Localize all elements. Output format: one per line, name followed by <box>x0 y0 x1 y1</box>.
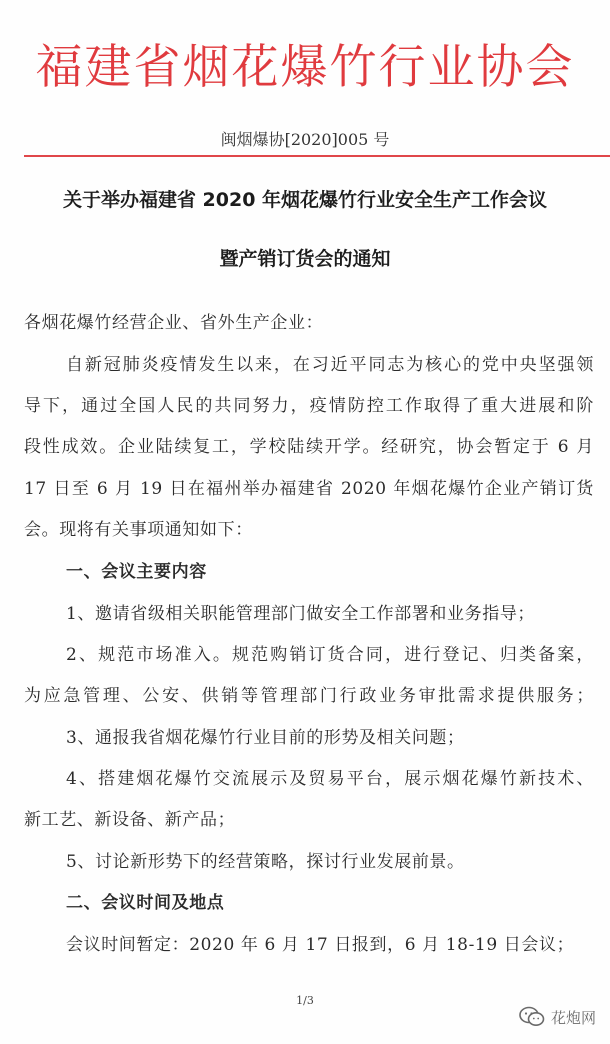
list-item: 4、搭建烟花爆竹交流展示及贸易平台，展示烟花爆竹新技术、 <box>66 769 594 789</box>
section-heading-2: 二、会议时间及地点 <box>66 893 225 913</box>
paragraph-line: 会。现将有关事项通知如下： <box>24 520 253 540</box>
document-number: 闽烟爆协[2020]005 号 <box>220 130 390 149</box>
red-divider <box>24 155 610 157</box>
paragraph-line: 自新冠肺炎疫情发生以来，在习近平同志为核心的党中央坚强领 <box>66 355 594 375</box>
source-watermark <box>519 1004 596 1030</box>
list-item-continuation: 为应急管理、公安、供销等管理部门行政业务审批需求提供服务； <box>24 686 594 706</box>
list-item-continuation: 新工艺、新设备、新产品； <box>24 810 236 830</box>
paragraph-line: 17 日至 6 月 19 日在福州举办福建省 2020 年烟花爆竹企业产销订货 <box>24 479 594 499</box>
wechat-icon <box>519 1006 545 1028</box>
paragraph-line: 导下，通过全国人民的共同努力，疫情防控工作取得了重大进展和阶 <box>24 396 594 416</box>
notice-title-line-2: 暨产销订货会的通知 <box>219 248 391 270</box>
paragraph-line: 会议时间暂定：2020 年 6 月 17 日报到，6 月 18-19 日会议； <box>66 935 575 955</box>
watermark-text: 花炮网 <box>550 1008 596 1027</box>
list-item: 2、规范市场准入。规范购销订货合同，进行登记、归类备案， <box>66 645 594 665</box>
list-item: 3、通报我省烟花爆竹行业目前的形势及相关问题； <box>66 728 465 748</box>
list-item: 1、邀请省级相关职能管理部门做安全工作部署和业务指导； <box>66 604 536 624</box>
list-item: 5、讨论新形势下的经营策略，探讨行业发展前景。 <box>66 852 465 872</box>
section-heading-1: 一、会议主要内容 <box>66 562 207 582</box>
notice-title-line-1: 关于举办福建省 2020 年烟花爆竹行业安全生产工作会议 <box>62 189 548 211</box>
paragraph-line: 段性成效。企业陆续复工，学校陆续开学。经研究，协会暂定于 6 月 <box>24 437 594 457</box>
organization-title: 福建省烟花爆竹行业协会 <box>35 40 575 95</box>
page-number: 1/3 <box>296 994 314 1007</box>
salutation: 各烟花爆竹经营企业、省外生产企业： <box>24 313 324 333</box>
